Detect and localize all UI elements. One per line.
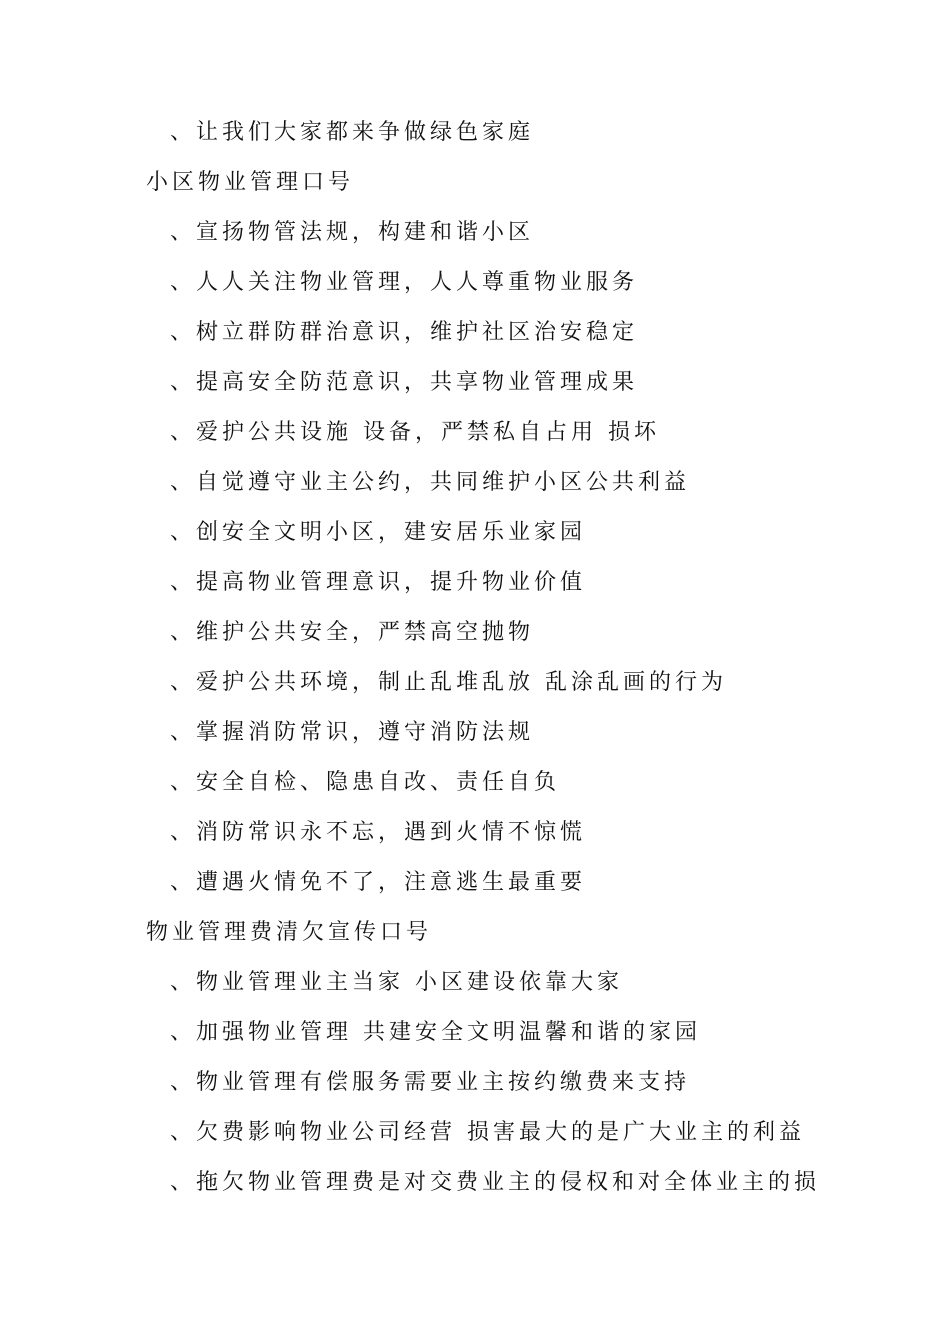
document-page (0, 108, 950, 1208)
slogan-line: 、爱护公共环境，制止乱堆乱放 乱涂乱画的行为 (170, 670, 727, 695)
slogan-line: 、消防常识永不忘，遇到火情不惊慌 (170, 820, 587, 845)
slogan-line: 、宣扬物管法规，构建和谐小区 (170, 220, 535, 245)
slogan-line: 、物业管理有偿服务需要业主按约缴费来支持 (170, 1070, 691, 1095)
section-heading: 小区物业管理口号 (146, 170, 355, 195)
slogan-line: 、树立群防群治意识，维护社区治安稳定 (170, 320, 639, 345)
slogan-line: 、让我们大家都来争做绿色家庭 (170, 120, 535, 145)
slogan-line: 、提高安全防范意识，共享物业管理成果 (170, 370, 639, 395)
slogan-line: 、加强物业管理 共建安全文明温馨和谐的家园 (170, 1020, 701, 1045)
slogan-line: 、掌握消防常识，遵守消防法规 (170, 720, 535, 745)
section-heading: 物业管理费清欠宣传口号 (146, 920, 433, 945)
slogan-line: 、拖欠物业管理费是对交费业主的侵权和对全体业主的损 (170, 1170, 821, 1195)
slogan-line: 、安全自检、隐患自改、责任自负 (170, 770, 561, 795)
slogan-line: 、爱护公共设施 设备，严禁私自占用 损坏 (170, 420, 660, 445)
slogan-line: 、创安全文明小区，建安居乐业家园 (170, 520, 587, 545)
slogan-line: 、遭遇火情免不了，注意逃生最重要 (170, 870, 587, 895)
slogan-line: 、欠费影响物业公司经营 损害最大的是广大业主的利益 (170, 1120, 805, 1145)
slogan-line: 、人人关注物业管理，人人尊重物业服务 (170, 270, 639, 295)
slogan-line: 、自觉遵守业主公约，共同维护小区公共利益 (170, 470, 691, 495)
slogan-line: 、维护公共安全，严禁高空抛物 (170, 620, 535, 645)
slogan-line: 、物业管理业主当家 小区建设依靠大家 (170, 970, 623, 995)
slogan-line: 、提高物业管理意识，提升物业价值 (170, 570, 587, 595)
